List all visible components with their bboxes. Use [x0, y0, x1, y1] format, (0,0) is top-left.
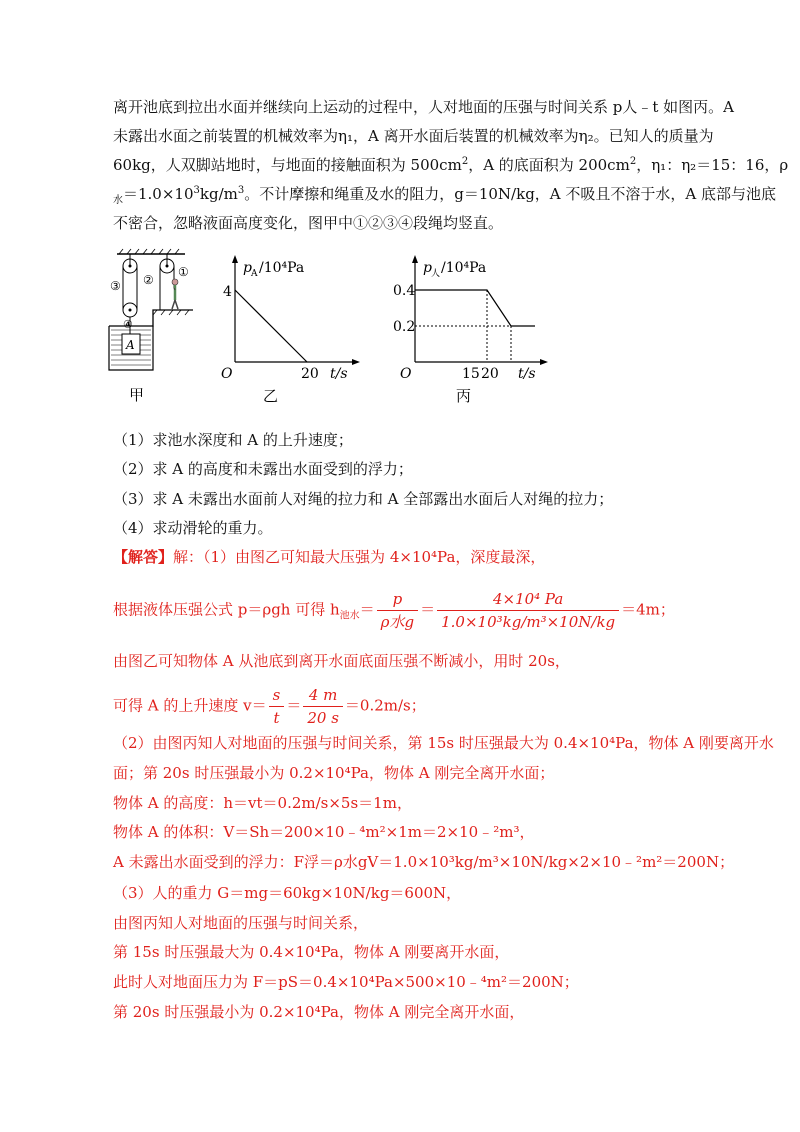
caption-jia: 甲 [129, 386, 145, 404]
answer-line-1: 【解答】解：（1）由图乙可知最大压强为 4×10⁴Pa，深度最深， [113, 548, 546, 566]
answer-line-10: （3）人的重力 G＝mg＝60kg×10N/kg＝600N， [113, 884, 462, 902]
rope-label-3: ③ [110, 279, 121, 293]
caption-bing: 丙 [456, 387, 472, 405]
bing-ylabel: p [423, 260, 432, 276]
question-2: （2）求 A 的高度和未露出水面受到的浮力； [113, 460, 413, 478]
answer-line-8: 物体 A 的体积：V＝Sh＝200×10﹣⁴m²×1m＝2×10﹣²m³， [113, 823, 535, 841]
yi-ytick: 4 [223, 284, 232, 300]
question-4: （4）求动滑轮的重力。 [113, 519, 273, 537]
yi-ylabel: p [243, 260, 252, 276]
rope-label-2: ② [143, 273, 154, 287]
yi-xtick: 20 [301, 366, 319, 382]
problem-line-5: 不密合，忽略液面高度变化，图甲中①②③④段绳均竖直。 [113, 214, 504, 232]
question-1: （1）求池水深度和 A 的上升速度； [113, 431, 353, 449]
block-a-label: A [126, 338, 135, 352]
figure-yi [210, 250, 370, 410]
bing-ysub: 人 [431, 269, 441, 279]
yi-xlabel: t/s [330, 366, 348, 382]
bing-ytick-04: 0.4 [393, 283, 416, 299]
bing-data-line [415, 290, 535, 326]
caption-yi: 乙 [263, 387, 279, 405]
answer-tag: 【解答】 [113, 548, 174, 566]
answer-line-6: 面；第 20s 时压强最小为 0.2×10⁴Pa，物体 A 刚完全离开水面； [113, 764, 555, 782]
answer-line-3: 由图乙可知物体 A 从池底到离开水面底面压强不断减小，用时 20s， [113, 652, 570, 670]
problem-line-2: 未露出水面之前装置的机械效率为η₁，A 离开水面后装置的机械效率为η₂。已知人的质量为 [113, 127, 714, 145]
rope-label-4: ④ [123, 318, 133, 331]
answer-line-13: 此时人对地面压力为 F＝pS＝0.4×10⁴Pa×500×10﹣⁴m²＝200N； [113, 973, 579, 991]
yi-origin: O [221, 366, 233, 382]
answer-line-2: 根据液体压强公式 p＝ρgh 可得 $h_{池水}=$ $\frac{p}{\text{ρ水g}}$ ＝ $\frac{\text{4×10⁴ Pa}}{\text{1.0×10³kg/m³×10N/kg}}$ ＝4m； [113, 590, 675, 631]
problem-line-3: 60kg，人双脚站地时，与地面的接触面积为 $500cm^2$，A 的底面积为 $200cm^2$，η₁：η₂＝15：16，ρ [113, 156, 789, 174]
answer-line-14: 第 20s 时压强最小为 0.2×10⁴Pa，物体 A 刚完全离开水面， [113, 1003, 525, 1021]
figure-jia [105, 248, 215, 408]
bing-yunit: /10⁴Pa [441, 260, 487, 276]
answer-line-7: 物体 A 的高度：h＝vt＝0.2m/s×5s＝1m， [113, 794, 412, 812]
bing-origin: O [400, 366, 412, 382]
bing-xtick-20: 20 [481, 366, 499, 382]
yi-data-line [235, 290, 307, 362]
answer-line-11: 由图丙知人对地面的压强与时间关系， [113, 914, 369, 932]
answer-line-4: 可得 A 的上升速度 v＝ $\frac{s}{t}$ ＝ $\frac{4 m}{20 s}$ ＝0.2m/s； [113, 686, 426, 727]
yi-ysub: A [251, 269, 258, 279]
bing-xtick-15: 15 [462, 366, 480, 382]
answer-line-12: 第 15s 时压强最大为 0.4×10⁴Pa，物体 A 刚要离开水面， [113, 943, 510, 961]
answer-line-9: A 未露出水面受到的浮力：F浮＝ρ水gV＝1.0×10³kg/m³×10N/kg×2×10﹣²m²＝200N； [113, 853, 735, 871]
bing-xlabel: t/s [518, 366, 536, 382]
rope-label-1: ① [178, 265, 189, 279]
answer-line-5: （2）由图丙知人对地面的压强与时间关系，第 15s 时压强最大为 0.4×10⁴Pa，物体 A 刚要离开水 [113, 734, 774, 752]
problem-line-1: 离开池底到拉出水面并继续向上运动的过程中，人对地面的压强与时间关系 p人﹣t 如图丙。A [113, 98, 735, 116]
yi-yunit: /10⁴Pa [259, 260, 305, 276]
problem-line-4: $_水=1.0\times 10^3kg/m^3$。不计摩擦和绳重及水的阻力，g＝10N/kg，A 不吸且不溶于水，A 底部与池底 [113, 185, 776, 206]
question-3: （3）求 A 未露出水面前人对绳的拉力和 A 全部露出水面后人对绳的拉力； [113, 490, 614, 508]
bing-ytick-02: 0.2 [393, 319, 416, 335]
figure-bing [385, 250, 555, 410]
